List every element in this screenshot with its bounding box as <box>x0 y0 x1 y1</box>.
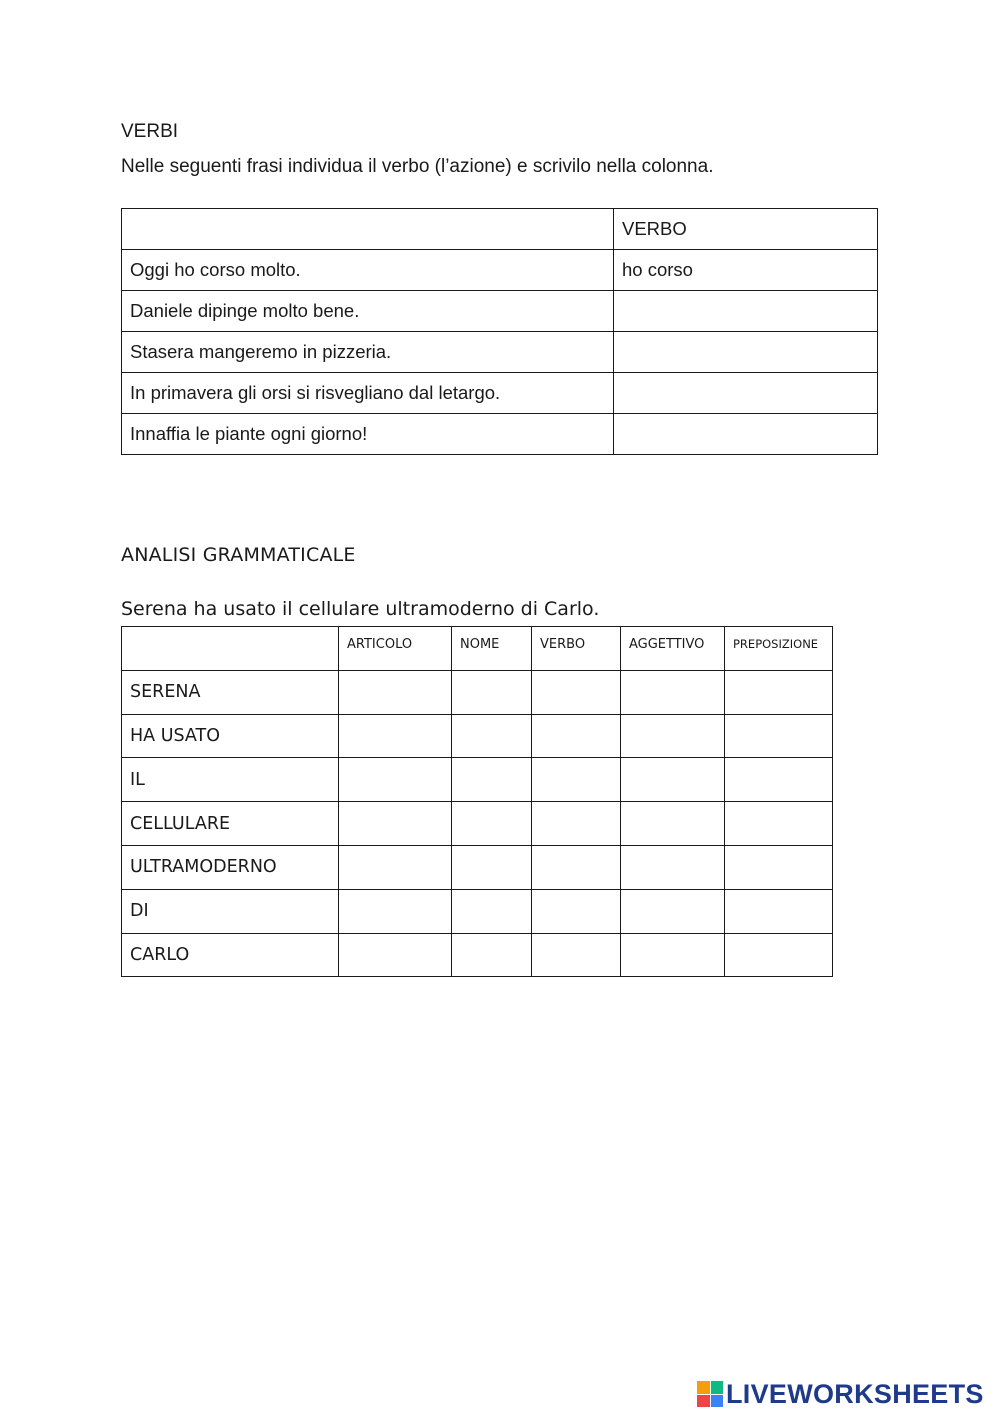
grammar-header-verbo: VERBO <box>532 627 621 671</box>
grammar-header-articolo: ARTICOLO <box>339 627 452 671</box>
answer-cell[interactable] <box>452 670 532 714</box>
logo-tile <box>711 1395 724 1408</box>
verbs-table <box>121 208 878 455</box>
answer-cell[interactable] <box>452 845 532 889</box>
table-row <box>122 845 833 889</box>
word-cell: SERENA <box>122 670 339 714</box>
answer-cell[interactable] <box>339 889 452 933</box>
answer-cell[interactable] <box>725 802 833 846</box>
answer-cell[interactable] <box>532 714 621 758</box>
table-row <box>122 250 878 291</box>
answer-cell[interactable] <box>725 670 833 714</box>
sentence-cell: Daniele dipinge molto bene. <box>122 291 614 332</box>
answer-cell[interactable] <box>339 845 452 889</box>
word-cell: DI <box>122 889 339 933</box>
table-row <box>122 802 833 846</box>
word-cell: IL <box>122 758 339 802</box>
sentence-cell: Oggi ho corso molto. <box>122 250 614 291</box>
verbs-header-verb: VERBO <box>614 209 878 250</box>
answer-cell[interactable] <box>532 845 621 889</box>
word-cell: HA USATO <box>122 714 339 758</box>
answer-cell[interactable] <box>452 802 532 846</box>
section-verbi-title: VERBI <box>121 121 179 142</box>
logo-tile <box>711 1381 724 1394</box>
logo-tile <box>697 1395 710 1408</box>
answer-cell[interactable] <box>621 933 725 977</box>
verbs-table-header <box>122 209 878 250</box>
answer-cell[interactable] <box>452 933 532 977</box>
answer-cell[interactable] <box>452 758 532 802</box>
answer-cell[interactable] <box>621 714 725 758</box>
word-cell: CELLULARE <box>122 802 339 846</box>
answer-cell[interactable] <box>621 802 725 846</box>
grammar-header-aggettivo: AGGETTIVO <box>621 627 725 671</box>
table-row <box>122 291 878 332</box>
answer-cell[interactable] <box>532 889 621 933</box>
word-cell: ULTRAMODERNO <box>122 845 339 889</box>
verb-answer-cell[interactable] <box>614 373 878 414</box>
logo-tile <box>697 1381 710 1394</box>
answer-cell[interactable] <box>339 714 452 758</box>
verbs-header-sentence <box>122 209 614 250</box>
logo-text: LIVEWORKSHEETS <box>726 1378 984 1409</box>
section-analisi-title: ANALISI GRAMMATICALE <box>121 544 356 566</box>
verb-answer-cell[interactable] <box>614 414 878 455</box>
grammar-table-header <box>122 627 833 671</box>
word-cell: CARLO <box>122 933 339 977</box>
answer-cell[interactable] <box>621 845 725 889</box>
table-row <box>122 373 878 414</box>
answer-cell[interactable] <box>725 889 833 933</box>
sentence-cell: Innaffia le piante ogni giorno! <box>122 414 614 455</box>
answer-cell[interactable] <box>621 889 725 933</box>
grammar-header-word <box>122 627 339 671</box>
sentence-cell: In primavera gli orsi si risvegliano dal letargo. <box>122 373 614 414</box>
table-row <box>122 332 878 373</box>
answer-cell[interactable] <box>452 714 532 758</box>
analisi-sentence: Serena ha usato il cellulare ultramoderno di Carlo. <box>121 598 600 620</box>
table-row <box>122 889 833 933</box>
answer-cell[interactable] <box>339 758 452 802</box>
table-row <box>122 670 833 714</box>
answer-cell[interactable] <box>452 889 532 933</box>
answer-cell[interactable] <box>532 670 621 714</box>
answer-cell[interactable] <box>725 758 833 802</box>
verb-answer-cell[interactable]: ho corso <box>614 250 878 291</box>
answer-cell[interactable] <box>339 933 452 977</box>
answer-cell[interactable] <box>532 933 621 977</box>
liveworksheets-logo[interactable] <box>697 1379 984 1409</box>
answer-cell[interactable] <box>621 670 725 714</box>
grammar-header-nome: NOME <box>452 627 532 671</box>
table-row <box>122 714 833 758</box>
answer-cell[interactable] <box>339 670 452 714</box>
answer-cell[interactable] <box>725 933 833 977</box>
table-row <box>122 933 833 977</box>
grammar-analysis-table <box>121 626 833 977</box>
verb-answer-cell[interactable] <box>614 291 878 332</box>
grammar-header-preposizione: PREPOSIZIONE <box>725 627 833 671</box>
answer-cell[interactable] <box>339 802 452 846</box>
sentence-cell: Stasera mangeremo in pizzeria. <box>122 332 614 373</box>
answer-cell[interactable] <box>532 802 621 846</box>
verb-answer-cell[interactable] <box>614 332 878 373</box>
answer-cell[interactable] <box>621 758 725 802</box>
answer-cell[interactable] <box>532 758 621 802</box>
answer-cell[interactable] <box>725 714 833 758</box>
table-row <box>122 758 833 802</box>
table-row <box>122 414 878 455</box>
section-verbi-instruction: Nelle seguenti frasi individua il verbo (l’azione) e scrivilo nella colonna. <box>121 156 714 177</box>
answer-cell[interactable] <box>725 845 833 889</box>
liveworksheets-logo-icon <box>697 1381 723 1407</box>
